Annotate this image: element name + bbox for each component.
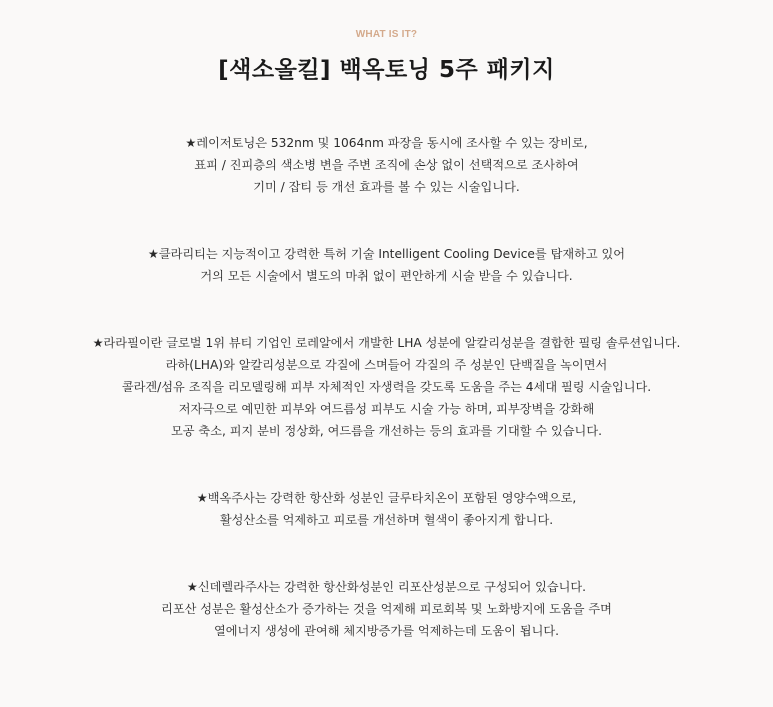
paragraph-clarity <box>0 243 773 287</box>
text-line: ★레이저토닝은 532nm 및 1064nm 파장을 동시에 조사할 수 있는 장비로, <box>185 136 588 150</box>
text-line: 콜라겐/섬유 조직을 리모델링해 피부 자체적인 자생력을 갖도록 도움을 주는 4세대 필링 시술입니다. <box>121 380 652 394</box>
text-line: 열에너지 생성에 관여해 체지방증가를 억제하는데 도움이 됩니다. <box>214 624 559 638</box>
text-line: 기미 / 잡티 등 개선 효과를 볼 수 있는 시술입니다. <box>253 180 520 194</box>
text-line: ★클라리티는 지능적이고 강력한 특허 기술 Intelligent Cooling Device를 탑재하고 있어 <box>147 247 626 261</box>
text-line: ★신데렐라주사는 강력한 항산화성분인 리포산성분으로 구성되어 있습니다. <box>186 580 587 594</box>
text-line: 거의 모든 시술에서 별도의 마취 없이 편안하게 시술 받을 수 있습니다. <box>200 269 573 283</box>
text-line: 활성산소를 억제하고 피로를 개선하며 혈색이 좋아지게 합니다. <box>219 513 554 527</box>
paragraph-laser-toning <box>0 132 773 198</box>
text-line: 라하(LHA)와 알칼리성분으로 각질에 스며들어 각질의 주 성분인 단백질을 녹이면서 <box>165 358 608 372</box>
text-line: 표피 / 진피층의 색소병 변을 주변 조직에 손상 없이 선택적으로 조사하여 <box>194 158 579 172</box>
text-line: ★백옥주사는 강력한 항산화 성분인 글루타치온이 포함된 영양수액으로, <box>196 491 577 505</box>
paragraph-baekok-injection <box>0 487 773 531</box>
page-title: [색소올킬] 백옥토닝 5주 패키지 <box>218 57 555 83</box>
text-line: 저자극으로 예민한 피부와 여드름성 피부도 시술 가능 하며, 피부장벽을 강화해 <box>178 402 595 416</box>
section-eyebrow: WHAT IS IT? <box>355 29 418 40</box>
paragraph-lalapeel <box>0 332 773 442</box>
text-line: ★라라필이란 글로벌 1위 뷰티 기업인 로레알에서 개발한 LHA 성분에 알칼리성분을 결합한 필링 솔루션입니다. <box>92 336 681 350</box>
paragraph-cinderella-injection <box>0 576 773 642</box>
text-line: 모공 축소, 피지 분비 정상화, 여드름을 개선하는 등의 효과를 기대할 수 있습니다. <box>171 424 602 438</box>
text-line: 리포산 성분은 활성산소가 증가하는 것을 억제해 피로회복 및 노화방지에 도움을 주며 <box>161 602 612 616</box>
